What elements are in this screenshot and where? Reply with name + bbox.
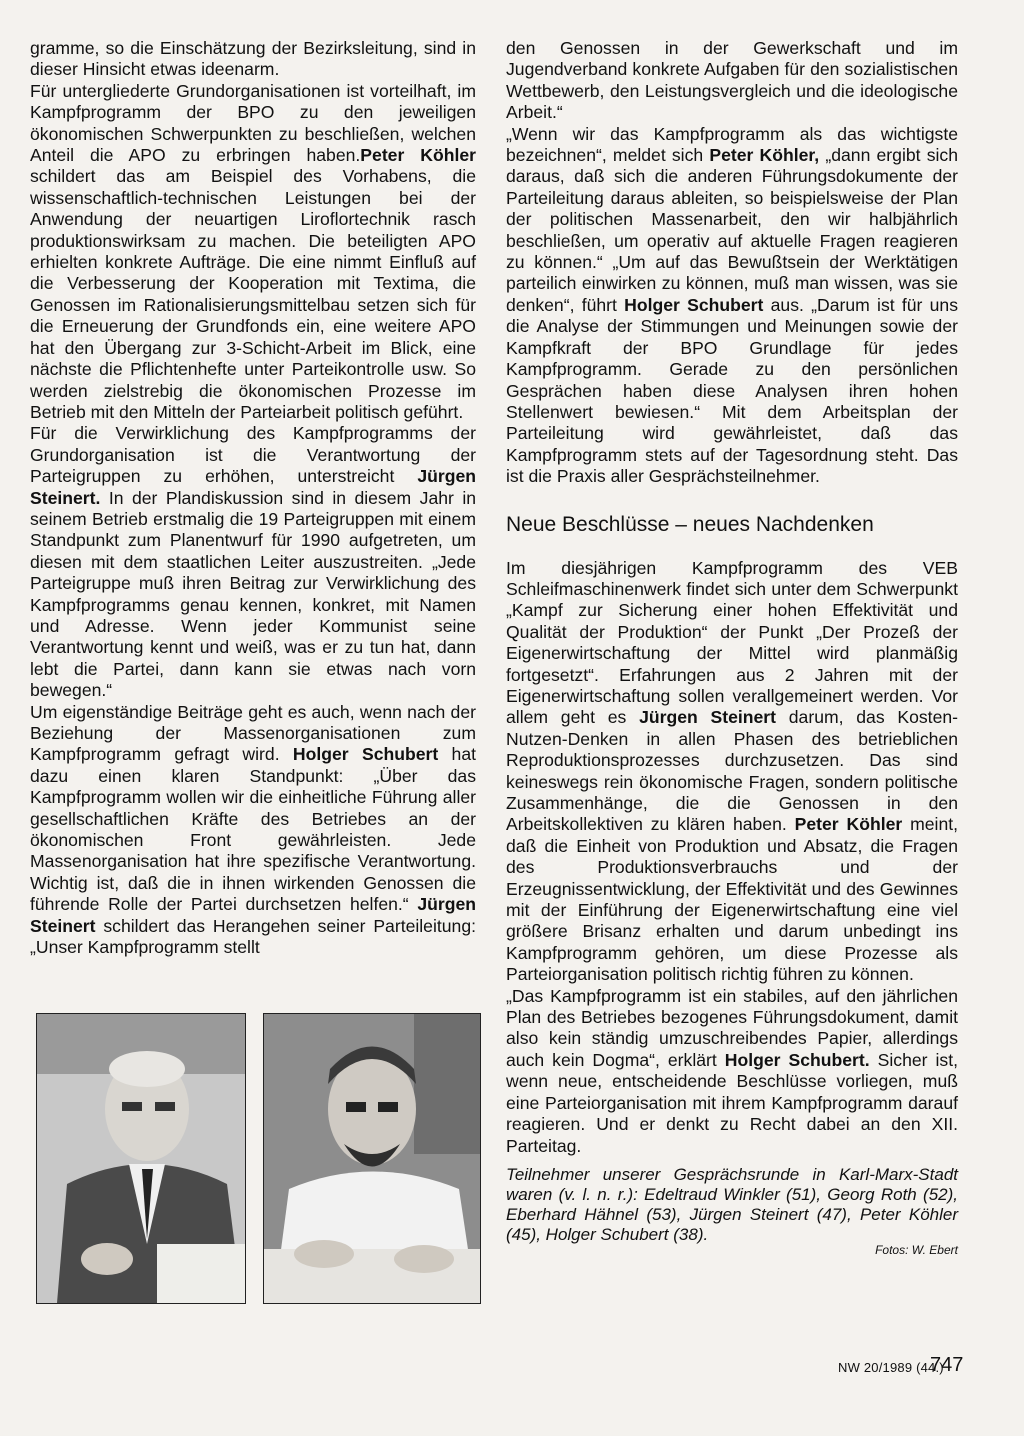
section-heading: Neue Beschlüsse – neues Nachdenken bbox=[506, 512, 874, 536]
text: aus. „Darum ist für uns die Analyse der Stimmungen und Meinungen sowie der Kampfkraft der BPO Grundlage für jedes Kampfprogramm. Gerade zu den persönlichen Gesprächen haben diese Analysen ihren hohen Stellenwert bewiesen.“ Mit dem Arbeitsplan der Parteileitung wird gewährleistet, daß das Kampfprogramm stets auf der Tagesordnung steht. Das ist die Praxis aller Gesprächsteilnehmer. bbox=[506, 294, 959, 487]
photo-image bbox=[37, 1014, 245, 1303]
text: schildert das am Beispiel des Vorhabens, die wissenschaftlich-technischen Leistungen bei der Anwendung der neuartigen Liroflortechnik rasch produktionswirksam zu machen. Die beteiligten APO erhielten konkrete Aufträge. Die eine nimmt Einfluß auf die Verbesserung der Kooperation mit Textima, die Genossen im Rationalisierungsmittelbau setzen sich für die Erneuerung der Grundfonds ein, eine weitere APO hat den Übergang zur 3-Schicht-Arbeit im Blick, eine nächste die Pflichtenhefte unter Parteikontrolle usw. So werden zielstrebig die ökonomischen Prozesse im Betrieb mit den Mitteln der Parteiarbeit politisch geführt. bbox=[30, 166, 476, 422]
photo-portrait-left bbox=[36, 1013, 246, 1304]
text: „dann ergibt sich daraus, daß sich die anderen Führungsdokumente der Parteileitung daraus ableiten, so beispielsweise der Plan der politischen Massenarbeit, den wir halbjährlich beschließen, um operativ auf aktuelle Fragen reagieren zu können.“ „Um auf das Bewußtsein der Werktätigen parteilich einwirken zu können, muß man wissen, was sie denken“, führt bbox=[506, 145, 958, 315]
text: hat dazu einen klaren Standpunkt: „Über das Kampfprogramm wollen wir die einheitliche Führung aller gesellschaftlichen Kräfte des Betriebes an der ökonomischen Front gewährleisten. Jede Massenorganisation hat ihre spezifische Verantwortung. Wichtig ist, daß die in ihnen wirkenden Genossen die führende Rolle der Partei durchsetzen helfen.“ bbox=[30, 744, 477, 915]
person-name: Holger Schubert. bbox=[724, 1049, 870, 1070]
text: Für die Verwirklichung des Kampfprogramms der Grundorganisation ist die Verantwortung der Parteigruppen zu erhöhen, unterstreicht bbox=[30, 423, 476, 487]
text: Im diesjährigen Kampfprogramm des VEB Schleifmaschinenwerk findet sich unter dem Schwerpunkt „Kampf zur Sicherung einer hohen Effektivität und Qualität der Produktion“ der Punkt „Der Prozeß der Eigenerwirtschaftung der Mittel wird planmäßig fortgesetzt“. Erfahrungen aus 2 Jahren mit der Eigenerwirtschaftung sollen verallgemeinert werden. Vor allem geht es bbox=[506, 557, 958, 728]
photo-portrait-right bbox=[263, 1013, 481, 1304]
text: Für untergliederte Grundorganisationen ist vorteilhaft, im Kampfprogramm der BPO zu den jeweiligen ökonomischen Schwerpunkten zu beschließen, welchen Anteil die APO zu erbringen haben. bbox=[30, 80, 476, 166]
left-column bbox=[30, 38, 476, 958]
text: „Wenn wir das Kampfprogramm als das wichtigste bezeichnen“, meldet sich bbox=[506, 123, 958, 166]
person-name: Peter Köhler bbox=[360, 145, 477, 166]
text: schildert das Herangehen seiner Parteileitung: „Unser Kampfprogramm stellt bbox=[30, 915, 477, 958]
issue-reference: NW 20/1989 (44.) bbox=[838, 1360, 944, 1375]
text: den Genossen in der Gewerkschaft und im Jugendverband konkrete Aufgaben für den sozialistischen Wettbewerb, den Leistungsvergleich und die ideologische Arbeit.“ bbox=[506, 38, 958, 123]
photo-credit: Fotos: W. Ebert bbox=[875, 1242, 958, 1257]
text: gramme, so die Einschätzung der Bezirksleitung, sind in dieser Hinsicht etwas ideenarm. bbox=[30, 38, 476, 80]
photo-caption: Teilnehmer unserer Gesprächsrunde in Karl-Marx-Stadt waren (v. l. n. r.): Edeltraud Winkler (51), Georg Roth (52), Eberhard Hähnel (53), Jürgen Steinert (47), Peter Köhler (45), Holger Schubert (38). bbox=[506, 1164, 958, 1244]
person-name: Holger Schubert bbox=[624, 294, 764, 315]
text: „Das Kampfprogramm ist ein stabiles, auf den jährlichen Plan des Betriebes bezogenes Führungsdokument, damit also kein ständig umzuschreibendes Papier, allerdings auch kein Dogma“, erklärt bbox=[506, 985, 958, 1070]
person-name: Jürgen Steinert. bbox=[30, 466, 477, 508]
paragraph bbox=[30, 702, 476, 959]
text: In der Plandiskussion sind in diesem Jahr in seinem Betrieb erstmalig die 19 Parteigruppen mit einem Standpunkt zum Planentwurf für 1990 aufgetreten, um diesen mit dem staatlichen Leiter auszustreiten. „Jede Parteigruppe muß ihren Beitrag zur Verwirklichung des Kampfprogramms genau kennen, konkret, mit Namen und Adresse. Wenn jeder Kommunist seine Verantwortung kennt und weiß, was er zu tun hat, dann lebt die Partei, dann kann sie etwas nach vorn bewegen.“ bbox=[30, 487, 477, 701]
paragraph bbox=[506, 558, 958, 986]
text: Sicher ist, wenn neue, entscheidende Beschlüsse vorliegen, muß eine Parteiorganisation mit ihrem Kampfprogramm darauf reagieren. Und er denkt zu Recht dabei an den XII. Parteitag. bbox=[506, 1049, 958, 1156]
person-name: Peter Köhler, bbox=[709, 145, 820, 166]
paragraph bbox=[506, 38, 958, 124]
person-name: Peter Köhler bbox=[794, 814, 903, 835]
paragraph bbox=[30, 38, 476, 81]
paragraph bbox=[506, 124, 958, 488]
person-name: Jürgen Steinert bbox=[639, 707, 777, 728]
paragraph bbox=[30, 423, 476, 701]
page-number: 747 bbox=[930, 1354, 964, 1376]
right-column bbox=[506, 38, 958, 1257]
person-name: Jürgen Steinert bbox=[30, 894, 476, 936]
photo-image bbox=[264, 1014, 480, 1303]
paragraph bbox=[506, 986, 958, 1157]
person-name: Holger Schubert bbox=[292, 744, 439, 765]
paragraph bbox=[30, 81, 476, 424]
text: meint, daß die Einheit von Produktion und Absatz, die Fragen des Produktionsverbrauchs und der Erzeugnissentwicklung, der Effektivität und des Gewinnes mit der Einführung der Eigenerwirtschaftung eine viel größere Brisanz erhalten und darum unbedingt ins Kampfprogramm gehören, um diese Prozesse als Parteiorganisation politisch richtig führen zu können. bbox=[506, 814, 959, 985]
text: darum, das Kosten-Nutzen-Denken in allen Phasen des betrieblichen Reproduktionsprozesses durchzusetzen. Das sind keineswegs rein ökonomische Fragen, sondern politische Zusammenhänge, die die Genossen in den Arbeitskollektiven zu klären haben. bbox=[506, 707, 958, 835]
text: Um eigenständige Beiträge geht es auch, wenn nach der Beziehung der Massenorganisationen zum Kampfprogramm gefragt wird. bbox=[30, 701, 476, 765]
